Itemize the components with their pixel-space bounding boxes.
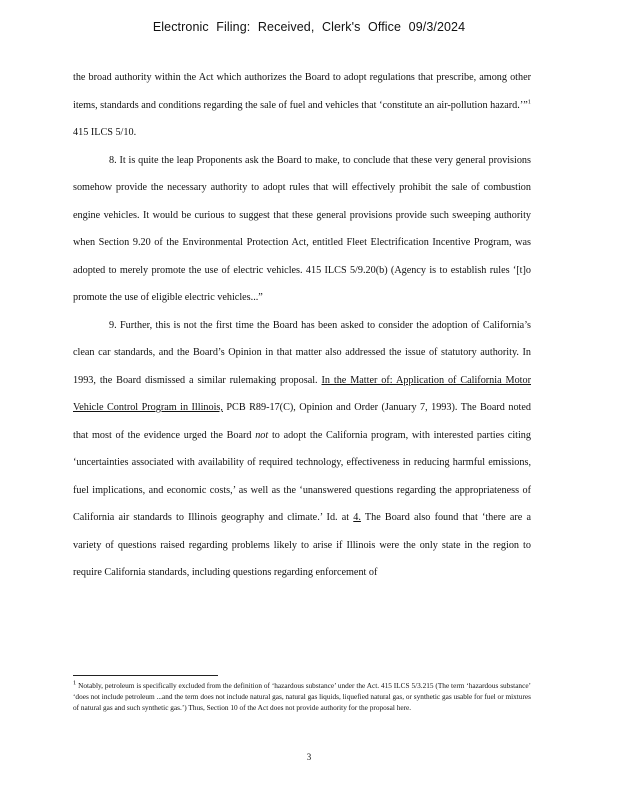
emphasis-text: not xyxy=(255,429,269,441)
paragraph-text: The Board also found that ‘there are a variety of questions raised regarding problems likely to arise if Illinois were the only state in the region to require California standards, including questions regarding enforcement of xyxy=(73,512,531,578)
body-text xyxy=(73,64,531,587)
footnote-separator xyxy=(73,675,218,676)
paragraph-8: 8. It is quite the leap Proponents ask the Board to make, to conclude that these very general provisions somehow provide the necessary authority to adopt rules that will effectively prohibit the sale of combustion engine vehicles. It would be curious to suggest that these general provisions provide such sweeping authority when Section 9.20 of the Environmental Protection Act, entitled Fleet Electrification Incentive Program, was adopted to merely promote the use of electric vehicles. 415 ILCS 5/9.20(b) (Agency is to establish rules ‘[t]o promote the use of eligible electric vehicles...” xyxy=(73,154,531,303)
statute-citation: 415 ILCS 5/10. xyxy=(73,127,137,138)
paragraph-text: 9. Further, this is not the first time the Board has been asked to consider the adoption of California’s clean car standards, and the Board’s Opinion in that matter also addressed the issue of statutory authority. In 1993, the Board dismissed a similar rulemaking proposal. xyxy=(73,319,531,386)
footnote-reference: 1 xyxy=(527,98,531,106)
filing-stamp-header: Electronic Filing: Received, Clerk's Office 09/3/2024 xyxy=(152,20,466,34)
paragraph-9 xyxy=(73,312,531,587)
page-number: 3 xyxy=(306,752,312,762)
case-citation: PCB R89-17(C), Opinion and Order (January 7, 1993). The Board noted that most of the evidence urged the Board xyxy=(73,402,531,441)
footnote-marker: 1 xyxy=(73,679,77,687)
paragraph-text: the broad authority within the Act which authorizes the Board to adopt regulations that prescribe, among other items, standards and conditions regarding the sale of fuel and vehicles that ‘constitute an air-pollution hazard.’” xyxy=(73,72,531,111)
paragraph-text: to adopt the California program, with interested parties citing ‘uncertainties associated with availability of required technology, effectiveness in reducing harmful emissions, fuel implications, and economic costs,’ as well as the ‘unanswered questions regarding the appropriateness of California air standards to Illinois geography and climate.’ Id. at xyxy=(73,429,531,523)
paragraph-continuation xyxy=(73,64,531,147)
footnote xyxy=(73,680,531,713)
pin-cite: 4. xyxy=(353,512,361,523)
footnote-text: Notably, petroleum is specifically excluded from the definition of ‘hazardous substance’ under the Act. 415 ILCS 5/3.215 (The term ‘hazardous substance’ ‘does not include petroleum ...and the term does not include natural gas, natural gas liquids, liquefied natural gas, or synthetic gas usable for fuel or mixtures of natural gas and such synthetic gas.’) Thus, Section 10 of the Act does not provide authority for the proposal here. xyxy=(73,681,531,712)
case-name: In the Matter of: Application of California Motor Vehicle Control Program in Illinois, xyxy=(73,374,531,413)
